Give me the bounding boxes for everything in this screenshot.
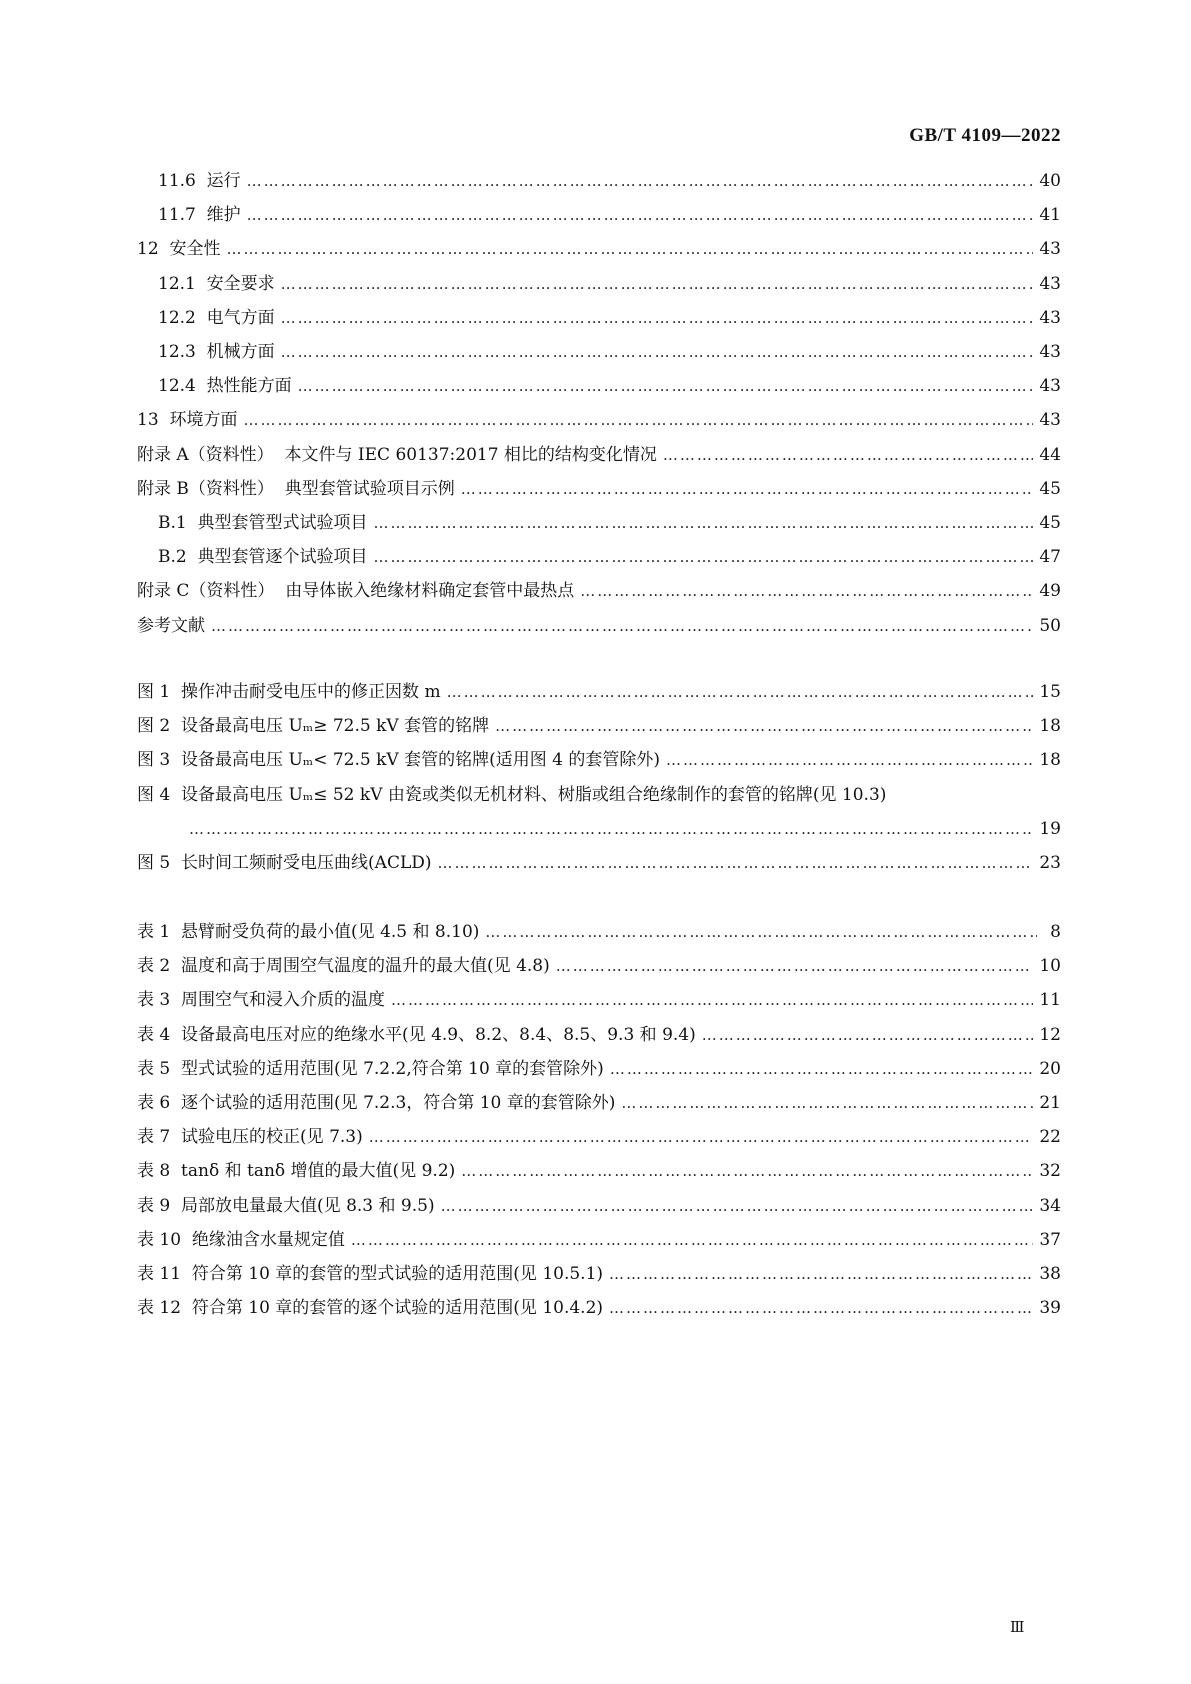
toc-entry-gap xyxy=(170,985,181,1015)
toc-entry-number: 表 3 xyxy=(137,990,171,1011)
toc-entry-page: 43 xyxy=(1039,239,1061,260)
toc-entry-label: 设备最高电压 Uₘ≥ 72.5 kV 套管的铭牌 xyxy=(181,716,490,737)
dot-leader xyxy=(461,474,1034,504)
toc-entry-page: 12 xyxy=(1039,1024,1061,1045)
toc-entry-number: 表 11 xyxy=(137,1264,182,1284)
toc-entry-label: 符合第 10 章的套管的型式试验的适用范围(见 10.5.1) xyxy=(191,1264,604,1284)
toc-entry[interactable] xyxy=(137,234,1061,264)
toc-entry-gap xyxy=(196,200,207,230)
toc-entry[interactable] xyxy=(158,337,1061,367)
toc-entry-page: 43 xyxy=(1039,376,1061,397)
toc-entry[interactable] xyxy=(158,508,1061,538)
toc-entry-gap xyxy=(170,1088,181,1118)
dot-leader xyxy=(441,1191,1034,1221)
toc-entry-number: 表 4 xyxy=(137,1024,171,1045)
toc-entry-gap xyxy=(170,1122,181,1152)
dot-leader xyxy=(438,848,1034,878)
toc-entry-label: 运行 xyxy=(206,171,241,191)
dot-leader xyxy=(609,1259,1033,1289)
toc-entry[interactable] xyxy=(137,917,1061,947)
toc-entry[interactable] xyxy=(137,677,1061,707)
toc-entry-label: 安全性 xyxy=(169,239,221,260)
standard-number: GB/T 4109—2022 xyxy=(909,125,1061,146)
dot-leader xyxy=(391,985,1033,1015)
toc-entry-gap xyxy=(170,711,181,741)
dot-leader xyxy=(666,745,1033,775)
toc-entry-gap xyxy=(170,917,181,947)
toc-entry-page: 40 xyxy=(1039,171,1061,191)
dot-leader xyxy=(447,677,1034,707)
toc-entry-number: 附录 C（资料性） xyxy=(137,581,275,602)
toc-entry[interactable] xyxy=(158,200,1061,230)
toc-entry-label: 本文件与 IEC 60137:2017 相比的结构变化情况 xyxy=(284,444,657,465)
toc-entry-page: 18 xyxy=(1039,750,1061,771)
toc-entry-number: 12 xyxy=(137,239,159,260)
toc-entry-number: 表 8 xyxy=(137,1161,171,1182)
toc-entry-label: 试验电压的校正(见 7.3) xyxy=(181,1127,363,1148)
toc-entry-page: 47 xyxy=(1039,547,1061,568)
toc-entry-gap xyxy=(170,1054,181,1084)
toc-entry-number: 12.1 xyxy=(158,273,196,294)
toc-entry-gap xyxy=(170,848,181,878)
toc-entry-gap xyxy=(196,166,207,196)
toc-entry-label: 绝缘油含水量规定值 xyxy=(191,1229,345,1250)
toc-entry-page: 21 xyxy=(1039,1093,1061,1113)
toc-entry[interactable] xyxy=(137,745,1061,775)
toc-entry[interactable] xyxy=(137,1122,1061,1152)
toc-entry-label: 环境方面 xyxy=(169,410,238,431)
dot-leader xyxy=(663,440,1033,470)
toc-entry-number: 图 1 xyxy=(137,682,171,702)
dot-leader xyxy=(702,1020,1034,1050)
toc-entry-gap xyxy=(196,269,207,299)
toc-entry-gap xyxy=(181,1293,192,1323)
dot-leader xyxy=(580,576,1033,606)
toc-entry-number: 表 5 xyxy=(137,1058,171,1079)
toc-entry-label: 设备最高电压对应的绝缘水平(见 4.9、8.2、8.4、8.5、9.3 和 9.4) xyxy=(181,1024,696,1045)
toc-entry-number: 参考文献 xyxy=(137,615,205,636)
dot-leader xyxy=(247,166,1034,196)
toc-entry[interactable] xyxy=(137,474,1061,504)
toc-entry-number: 附录 A（资料性） xyxy=(137,444,274,465)
toc-entry-number: 表 12 xyxy=(137,1298,182,1319)
toc-entry-label: 设备最高电压 Uₘ< 72.5 kV 套管的铭牌(适用图 4 的套管除外) xyxy=(181,750,660,771)
toc-entry-label: 典型套管试验项目示例 xyxy=(284,478,455,499)
dot-leader xyxy=(211,611,1033,641)
toc-entry-page: 43 xyxy=(1039,273,1061,294)
dot-leader xyxy=(610,1054,1034,1084)
toc-entry-label: 温度和高于周围空气温度的温升的最大值(见 4.8) xyxy=(181,956,550,977)
toc-entry-number: 表 9 xyxy=(137,1195,171,1216)
dot-leader xyxy=(556,951,1034,981)
toc-entry-page: 22 xyxy=(1039,1127,1061,1148)
toc-entry-gap xyxy=(181,1225,192,1255)
toc-entry[interactable] xyxy=(137,951,1061,981)
toc-entry-number: 表 1 xyxy=(137,922,171,942)
dot-leader xyxy=(281,337,1034,367)
toc-entry[interactable] xyxy=(158,269,1061,299)
toc-entry-gap xyxy=(181,1259,192,1289)
toc-entry-label: 安全要求 xyxy=(206,273,275,294)
dot-leader xyxy=(485,917,1037,947)
toc-entry[interactable] xyxy=(137,1156,1061,1186)
toc-entry[interactable] xyxy=(137,1191,1061,1221)
toc-entry-gap xyxy=(170,677,181,707)
toc-entry[interactable] xyxy=(158,303,1061,333)
toc-entry-number: 12.2 xyxy=(158,307,196,328)
toc-entry-gap xyxy=(170,780,181,810)
toc-entry-gap xyxy=(170,1020,181,1050)
dot-leader xyxy=(243,405,1033,435)
toc-entry-page: 43 xyxy=(1039,410,1061,431)
toc-entry[interactable] xyxy=(137,1088,1061,1118)
toc-entry-gap xyxy=(170,951,181,981)
dot-leader xyxy=(609,1293,1033,1323)
toc-entry-page: 50 xyxy=(1039,615,1061,636)
toc-entry-number: 图 3 xyxy=(137,750,171,771)
toc-entry-label: 机械方面 xyxy=(206,342,275,362)
toc-entry-label: 电气方面 xyxy=(206,307,275,328)
toc-entry-label: tanδ 和 tanδ 增值的最大值(见 9.2) xyxy=(181,1161,456,1182)
toc-entry-number: 13 xyxy=(137,410,159,431)
toc-entry-page: 43 xyxy=(1039,307,1061,328)
toc-entry-label: 长时间工频耐受电压曲线(ACLD) xyxy=(181,853,432,873)
toc-entry-page: 19 xyxy=(1039,818,1061,839)
toc-entry-label: 典型套管逐个试验项目 xyxy=(197,547,368,568)
toc-entry[interactable] xyxy=(137,440,1061,470)
dot-leader xyxy=(461,1156,1033,1186)
toc-entry[interactable] xyxy=(137,1225,1061,1255)
toc-entry-label: 逐个试验的适用范围(见 7.2.3，符合第 10 章的套管除外) xyxy=(181,1093,616,1113)
toc-entry-page: 49 xyxy=(1039,581,1061,602)
toc-entry-number: B.1 xyxy=(158,513,187,533)
toc-entry-number: 11.6 xyxy=(158,171,196,191)
toc-entry-page: 45 xyxy=(1039,513,1061,533)
toc-entry-gap xyxy=(274,576,285,606)
toc-entry[interactable] xyxy=(137,780,1061,810)
toc-entry[interactable] xyxy=(158,166,1061,196)
toc-entry[interactable] xyxy=(137,814,1061,844)
dot-leader xyxy=(495,711,1033,741)
toc-entry[interactable] xyxy=(158,542,1061,572)
toc-entry-page: 8 xyxy=(1050,922,1061,942)
toc-entry-page: 43 xyxy=(1039,342,1061,362)
toc-entry-gap xyxy=(196,371,207,401)
toc-entry[interactable] xyxy=(137,405,1061,435)
toc-entry-page: 41 xyxy=(1039,205,1061,226)
toc-entry-label: 操作冲击耐受电压中的修正因数 m xyxy=(181,682,441,702)
toc-entry[interactable] xyxy=(137,1259,1061,1289)
dot-leader xyxy=(298,371,1034,401)
toc-entry-label: 悬臂耐受负荷的最小值(见 4.5 和 8.10) xyxy=(181,922,480,942)
toc-entry-number: B.2 xyxy=(158,547,187,568)
toc-entry-gap xyxy=(187,508,198,538)
toc-entry-label: 型式试验的适用范围(见 7.2.2,符合第 10 章的套管除外) xyxy=(181,1058,604,1079)
toc-entry[interactable] xyxy=(158,371,1061,401)
toc-entry-page: 39 xyxy=(1039,1298,1061,1319)
dot-leader xyxy=(281,303,1034,333)
toc-entry-gap xyxy=(196,337,207,367)
toc-entry-page: 11 xyxy=(1039,990,1061,1011)
dot-leader xyxy=(226,234,1033,264)
toc-entry-page: 20 xyxy=(1039,1058,1061,1079)
dot-leader xyxy=(374,542,1034,572)
toc-entry-page: 34 xyxy=(1039,1195,1061,1216)
toc-entry-number: 图 2 xyxy=(137,716,171,737)
toc-entry-number: 表 10 xyxy=(137,1229,182,1250)
toc-entry-page: 18 xyxy=(1039,716,1061,737)
toc-entry-label: 设备最高电压 Uₘ≤ 52 kV 由瓷或类似无机材料、树脂或组合绝缘制作的套管的铭牌(见 10.3) xyxy=(181,784,887,805)
toc-entry-label: 周围空气和浸入介质的温度 xyxy=(181,990,386,1011)
toc-entry-number: 附录 B（资料性） xyxy=(137,478,274,499)
toc-entry-label: 典型套管型式试验项目 xyxy=(197,513,368,533)
toc-entry-number: 表 2 xyxy=(137,956,171,977)
page-number: Ⅲ xyxy=(1010,1618,1025,1636)
toc-entry-page: 32 xyxy=(1039,1161,1061,1182)
toc-entry[interactable] xyxy=(137,1020,1061,1050)
toc-entry-page: 44 xyxy=(1039,444,1061,465)
toc-entry-number: 表 6 xyxy=(137,1093,171,1113)
toc-entry[interactable] xyxy=(137,576,1061,606)
toc-entry-label: 热性能方面 xyxy=(206,376,292,397)
toc-entry-gap xyxy=(170,1156,181,1186)
toc-entry-gap xyxy=(159,405,170,435)
toc-entry-gap xyxy=(159,234,170,264)
dot-leader xyxy=(621,1088,1033,1118)
toc-entry-gap xyxy=(170,1191,181,1221)
toc-entry-gap xyxy=(196,303,207,333)
toc-entry[interactable] xyxy=(137,848,1061,878)
toc-entry-page: 23 xyxy=(1039,853,1061,873)
toc-entry-number: 11.7 xyxy=(158,205,196,226)
toc-entry-gap xyxy=(274,440,285,470)
toc-entry[interactable] xyxy=(137,711,1061,741)
toc-entry-label: 由导体嵌入绝缘材料确定套管中最热点 xyxy=(285,581,575,602)
toc-entry-gap xyxy=(274,474,285,504)
dot-leader xyxy=(351,1225,1034,1255)
toc-entry-page: 37 xyxy=(1039,1229,1061,1250)
toc-entry[interactable] xyxy=(137,611,1061,641)
toc-entry-number: 12.3 xyxy=(158,342,196,362)
toc-entry-gap xyxy=(187,542,198,572)
toc-entry-number: 12.4 xyxy=(158,376,196,397)
dot-leader xyxy=(281,269,1034,299)
toc-entry-label: 维护 xyxy=(206,205,241,226)
toc-entry-number: 图 4 xyxy=(137,784,171,805)
dot-leader xyxy=(189,814,1033,844)
toc-entry-label: 符合第 10 章的套管的逐个试验的适用范围(见 10.4.2) xyxy=(191,1298,604,1319)
toc-entry-page: 38 xyxy=(1039,1264,1061,1284)
dot-leader xyxy=(369,1122,1034,1152)
toc-entry-number: 表 7 xyxy=(137,1127,171,1148)
dot-leader xyxy=(247,200,1034,230)
toc-entry[interactable] xyxy=(137,1054,1061,1084)
toc-entry[interactable] xyxy=(137,1293,1061,1323)
toc-entry-page: 10 xyxy=(1039,956,1061,977)
toc-entry-page: 45 xyxy=(1039,478,1061,499)
toc-entry[interactable] xyxy=(137,985,1061,1015)
toc-entry-label: 局部放电量最大值(见 8.3 和 9.5) xyxy=(181,1195,435,1216)
dot-leader xyxy=(374,508,1034,538)
toc-entry-page: 15 xyxy=(1039,682,1061,702)
toc-entry-gap xyxy=(170,745,181,775)
toc-entry-number: 图 5 xyxy=(137,853,171,873)
